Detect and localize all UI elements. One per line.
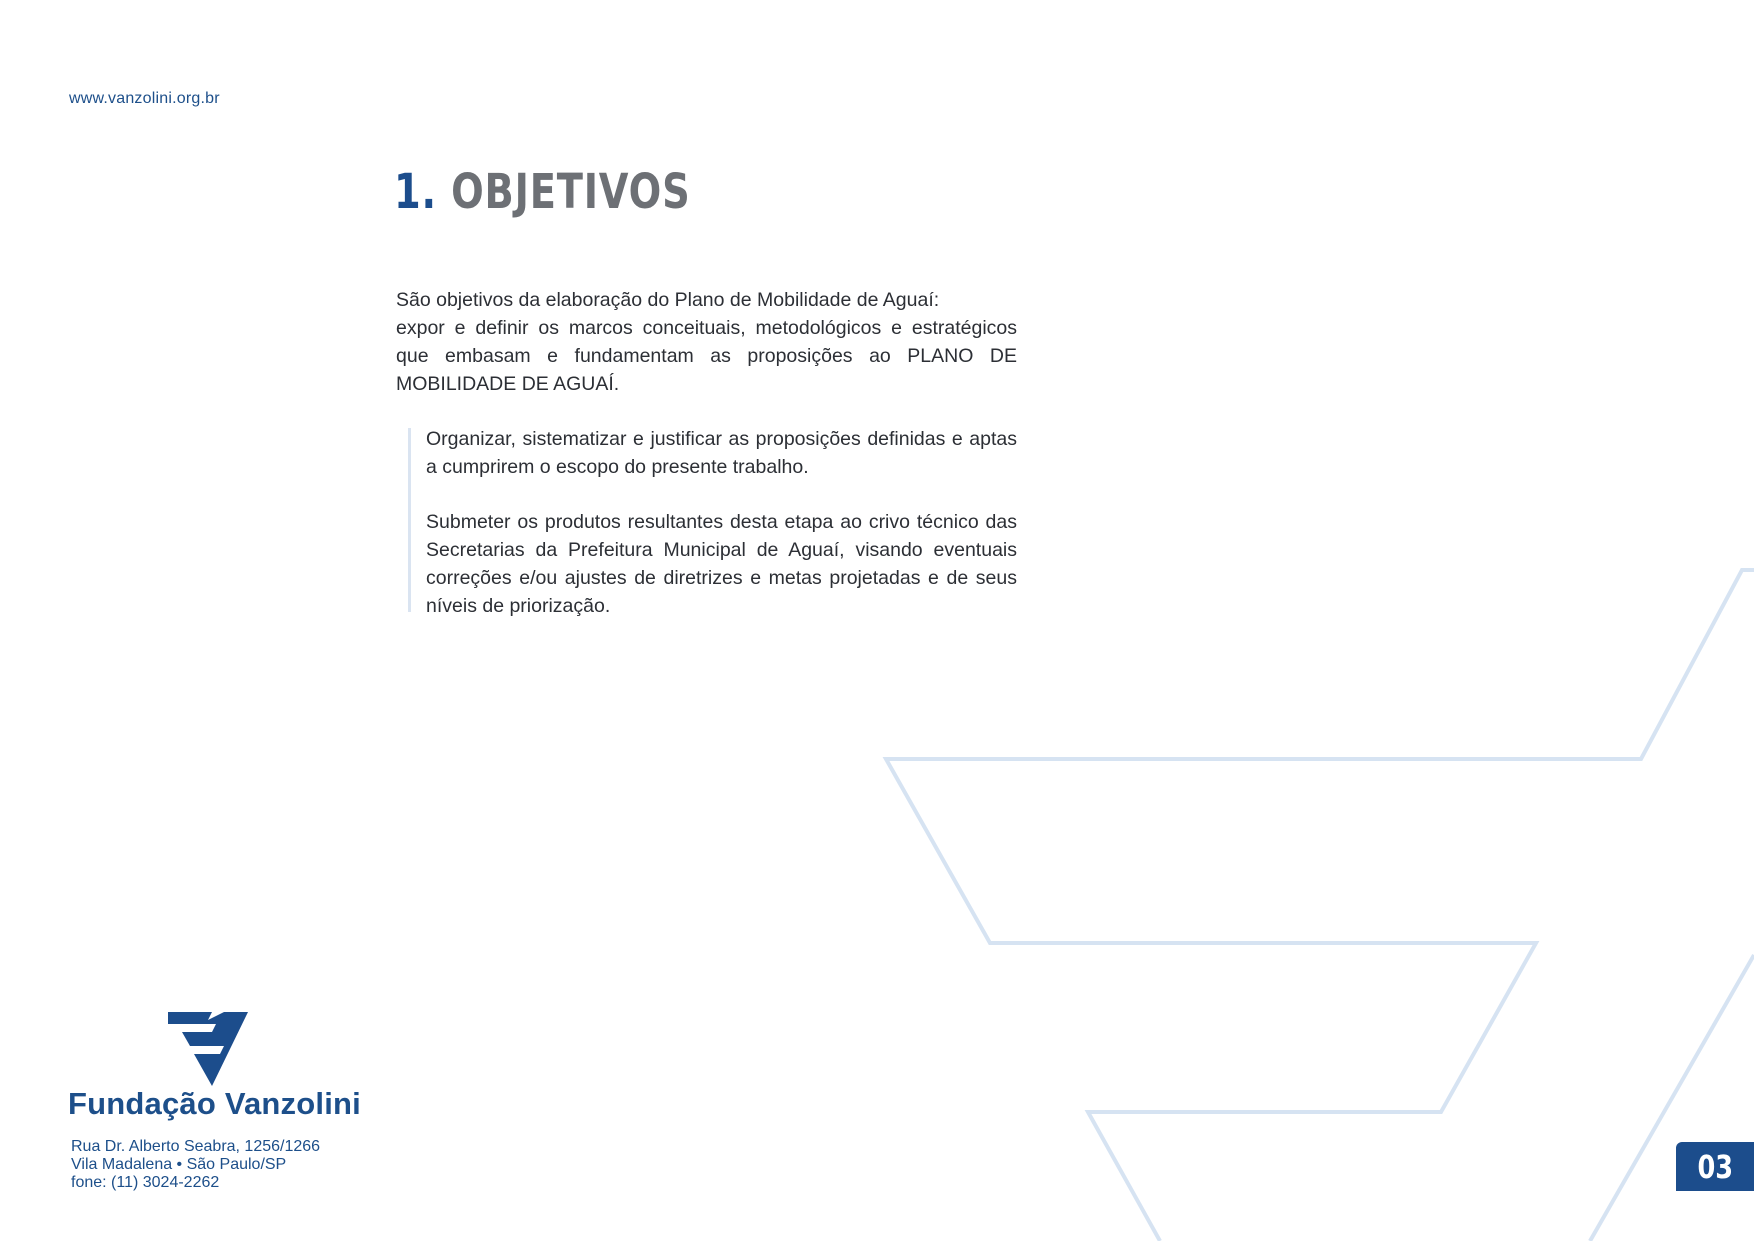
footer-address [71,1138,320,1192]
address-line-1: Rua Dr. Alberto Seabra, 1256/1266 [71,1138,321,1155]
brand-name: Fundação Vanzolini [68,1086,361,1121]
quote-bar [408,428,411,612]
objective-item: Organizar, sistematizar e justificar as proposições definidas e aptas a cumprirem o escopo do presente trabalho. [426,428,1017,478]
objective-item: Submeter os produtos resultantes desta etapa ao crivo técnico das Secretarias da Prefeitura Municipal de Aguaí, visando eventuais correções e/ou ajustes de diretrizes e metas projetadas e de seus níveis de priorização. [426,511,1017,617]
section-number: 1. [394,164,437,220]
page-number-badge [1676,1142,1754,1191]
intro-paragraph [396,286,1017,398]
page-number: 03 [1697,1147,1733,1186]
intro-body: expor e definir os marcos conceituais, metodológicos e estratégicos que embasam e fundamentam as proposições ao PLANO DE MOBILIDADE DE AGUAÍ. [396,317,1017,395]
phone-number: fone: (11) 3024-2262 [71,1174,220,1191]
intro-line: São objetivos da elaboração do Plano de Mobilidade de Aguaí: [396,289,940,311]
website-url[interactable]: www.vanzolini.org.br [69,90,220,107]
objectives-list [426,425,1017,647]
address-line-2: Vila Madalena • São Paulo/SP [71,1156,287,1173]
section-title [394,164,691,220]
vanzolini-logo-icon [168,1012,248,1086]
section-title-text: OBJETIVOS [451,164,691,220]
